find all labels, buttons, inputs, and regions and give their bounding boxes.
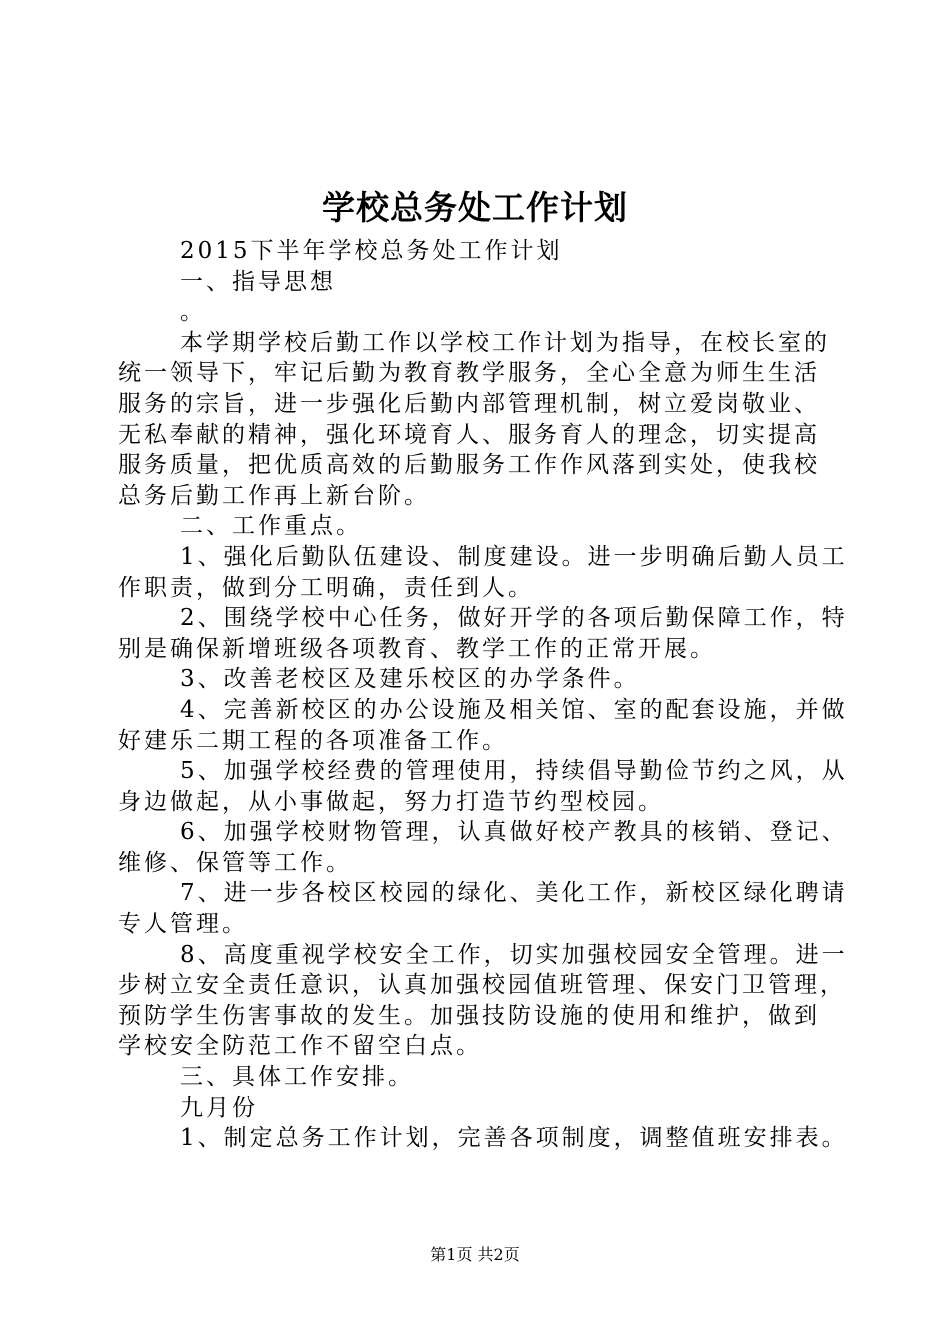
page-footer: 第1页 共2页: [430, 1245, 520, 1264]
list-item: [118, 878, 848, 939]
item-line: 专人管理。: [118, 911, 248, 938]
month-heading: 九月份: [180, 1094, 258, 1121]
item-line: 好建乐二期工程的各项准备工作。: [118, 727, 508, 754]
list-item: [118, 664, 838, 695]
item-line: 7、进一步各校区校园的绿化、美化工作，新校区绿化聘请: [180, 880, 848, 907]
heading-key-work: 二、工作重点。: [180, 513, 362, 540]
item-line: 身边做起，从小事做起，努力打造节约型校园。: [118, 788, 664, 815]
guiding-paragraph: [118, 328, 838, 512]
item-line: 1、强化后勤队伍建设、制度建设。进一步明确后勤人员工: [180, 543, 848, 570]
list-item: [118, 756, 848, 817]
item-line: 步树立安全责任意识，认真加强校园值班管理、保安门卫管理，: [118, 972, 846, 999]
list-item: [118, 603, 848, 664]
heading-specific-arrangement: 三、具体工作安排。: [180, 1064, 414, 1091]
document-title: 学校总务处工作计划: [322, 188, 628, 227]
item-line: 维修、保管等工作。: [118, 849, 352, 876]
subtitle: 2015下半年学校总务处工作计划: [180, 238, 563, 264]
item-line: 别是确保新增班级各项教育、教学工作的正常开展。: [118, 635, 716, 662]
list-item: [118, 817, 848, 878]
list-item: [118, 940, 848, 1062]
paragraph-line: 无私奉献的精神，强化环境育人、服务育人的理念，切实提高: [118, 421, 820, 448]
item-line: 学校安全防范工作不留空白点。: [118, 1033, 482, 1060]
stray-period: 。: [180, 299, 206, 326]
document-body: [118, 236, 848, 1154]
heading-guiding-thought: 一、指导思想: [180, 268, 336, 295]
paragraph-line: 统一领导下，牢记后勤为教育教学服务，全心全意为师生生活: [118, 360, 820, 387]
item-line: 作职责，做到分工明确，责任到人。: [118, 574, 534, 601]
item-line: 5、加强学校经费的管理使用，持续倡导勤俭节约之风，从: [180, 758, 848, 785]
item-line: 2、围绕学校中心任务，做好开学的各项后勤保障工作，特: [180, 605, 848, 632]
paragraph-line: 本学期学校后勤工作以学校工作计划为指导，在校长室的: [180, 329, 830, 356]
list-item: [118, 542, 848, 603]
paragraph-line: 服务质量，把优质高效的后勤服务工作作风落到实处，使我校: [118, 452, 820, 479]
list-item: [118, 695, 848, 756]
paragraph-line: 服务的宗旨，进一步强化后勤内部管理机制，树立爱岗敬业、: [118, 390, 820, 417]
paragraph-line: 总务后勤工作再上新台阶。: [118, 482, 430, 509]
item-line: 3、改善老校区及建乐校区的办学条件。: [180, 666, 640, 693]
item-line: 预防学生伤害事故的发生。加强技防设施的使用和维护，做到: [118, 1002, 820, 1029]
item-line: 8、高度重视学校安全工作，切实加强校园安全管理。进一: [180, 941, 848, 968]
item-line: 6、加强学校财物管理，认真做好校产教具的核销、登记、: [180, 819, 848, 846]
item-line: 4、完善新校区的办公设施及相关馆、室的配套设施，并做: [180, 696, 848, 723]
month-item: 1、制定总务工作计划，完善各项制度，调整值班安排表。: [180, 1125, 848, 1152]
